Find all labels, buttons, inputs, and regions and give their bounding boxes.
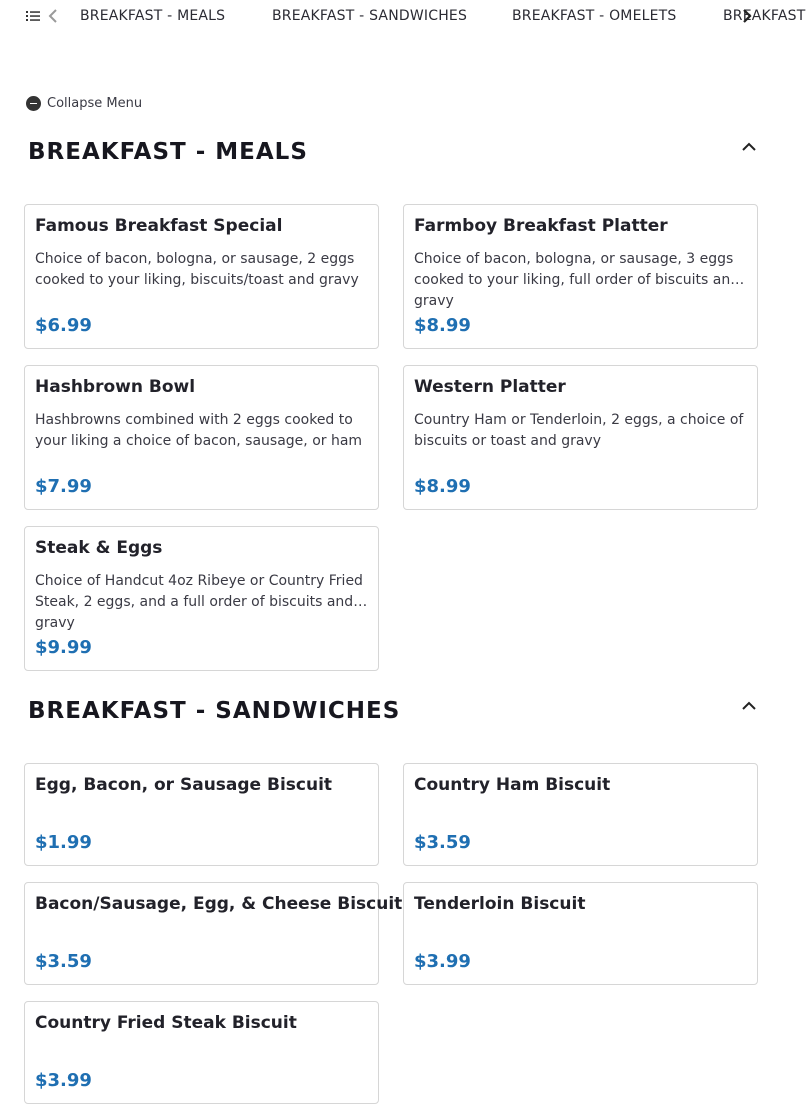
menu-item-card[interactable] [24, 365, 379, 510]
chevron-up-icon[interactable] [740, 140, 758, 154]
tab-breakfast-meals[interactable]: BREAKFAST - MEALS [80, 8, 226, 24]
item-price: $3.59 [414, 832, 471, 853]
item-name: Country Ham Biscuit [414, 775, 611, 795]
item-price: $9.99 [35, 637, 92, 658]
menu-item-card[interactable] [24, 1001, 379, 1104]
item-name: Tenderloin Biscuit [414, 894, 586, 914]
menu-item-card[interactable] [403, 365, 758, 510]
category-nav [0, 0, 806, 34]
tab-breakfast-sandwiches[interactable]: BREAKFAST - SANDWICHES [272, 8, 468, 24]
minus-circle-icon [26, 96, 41, 111]
chevron-left-icon[interactable] [46, 7, 60, 25]
item-name: Farmboy Breakfast Platter [414, 216, 668, 236]
item-price: $6.99 [35, 315, 92, 336]
item-name: Country Fried Steak Biscuit [35, 1013, 297, 1033]
item-name: Famous Breakfast Special [35, 216, 283, 236]
menu-item-card[interactable] [24, 763, 379, 866]
item-price: $3.99 [414, 951, 471, 972]
list-icon[interactable] [25, 8, 41, 24]
menu-item-card[interactable] [403, 882, 758, 985]
collapse-menu-label: Collapse Menu [47, 95, 143, 111]
item-price: $7.99 [35, 476, 92, 497]
tab-breakfast-omelets[interactable]: BREAKFAST - OMELETS [512, 8, 677, 24]
menu-item-card[interactable] [403, 204, 758, 349]
chevron-up-icon[interactable] [740, 699, 758, 713]
item-name: Egg, Bacon, or Sausage Biscuit [35, 775, 333, 795]
item-name: Steak & Eggs [35, 538, 163, 558]
item-name: Bacon/Sausage, Egg, & Cheese Biscuit [35, 894, 403, 914]
menu-item-card[interactable] [403, 763, 758, 866]
menu-item-card[interactable] [24, 204, 379, 349]
item-description: Choice of bacon, bologna, or sausage, 3 eggs cooked to your liking, full order of biscuits and gravy [414, 251, 740, 309]
item-description: Hashbrowns combined with 2 eggs cooked to your liking a choice of bacon, sausage, or ham [35, 412, 363, 449]
chevron-right-icon[interactable] [740, 7, 754, 25]
collapse-menu-button[interactable] [26, 94, 142, 112]
item-price: $1.99 [35, 832, 92, 853]
tab-breakfast-next[interactable]: BREAKFAST [723, 8, 806, 24]
item-name: Hashbrown Bowl [35, 377, 196, 397]
section-title-meals: BREAKFAST - MEALS [28, 139, 308, 165]
item-description: Country Ham or Tenderloin, 2 eggs, a choice of biscuits or toast and gravy [414, 412, 744, 449]
item-name: Western Platter [414, 377, 566, 397]
item-description: Choice of Handcut 4oz Ribeye or Country Fried Steak, 2 eggs, and a full order of biscuits and gravy [35, 573, 363, 631]
item-price: $8.99 [414, 315, 471, 336]
menu-item-card[interactable] [24, 526, 379, 671]
menu-item-card[interactable] [24, 882, 403, 985]
item-price: $3.99 [35, 1070, 92, 1091]
item-price: $8.99 [414, 476, 471, 497]
section-title-sandwiches: BREAKFAST - SANDWICHES [28, 698, 401, 724]
item-price: $3.59 [35, 951, 92, 972]
item-description: Choice of bacon, bologna, or sausage, 2 eggs cooked to your liking, biscuits/toast and gravy [35, 251, 359, 288]
